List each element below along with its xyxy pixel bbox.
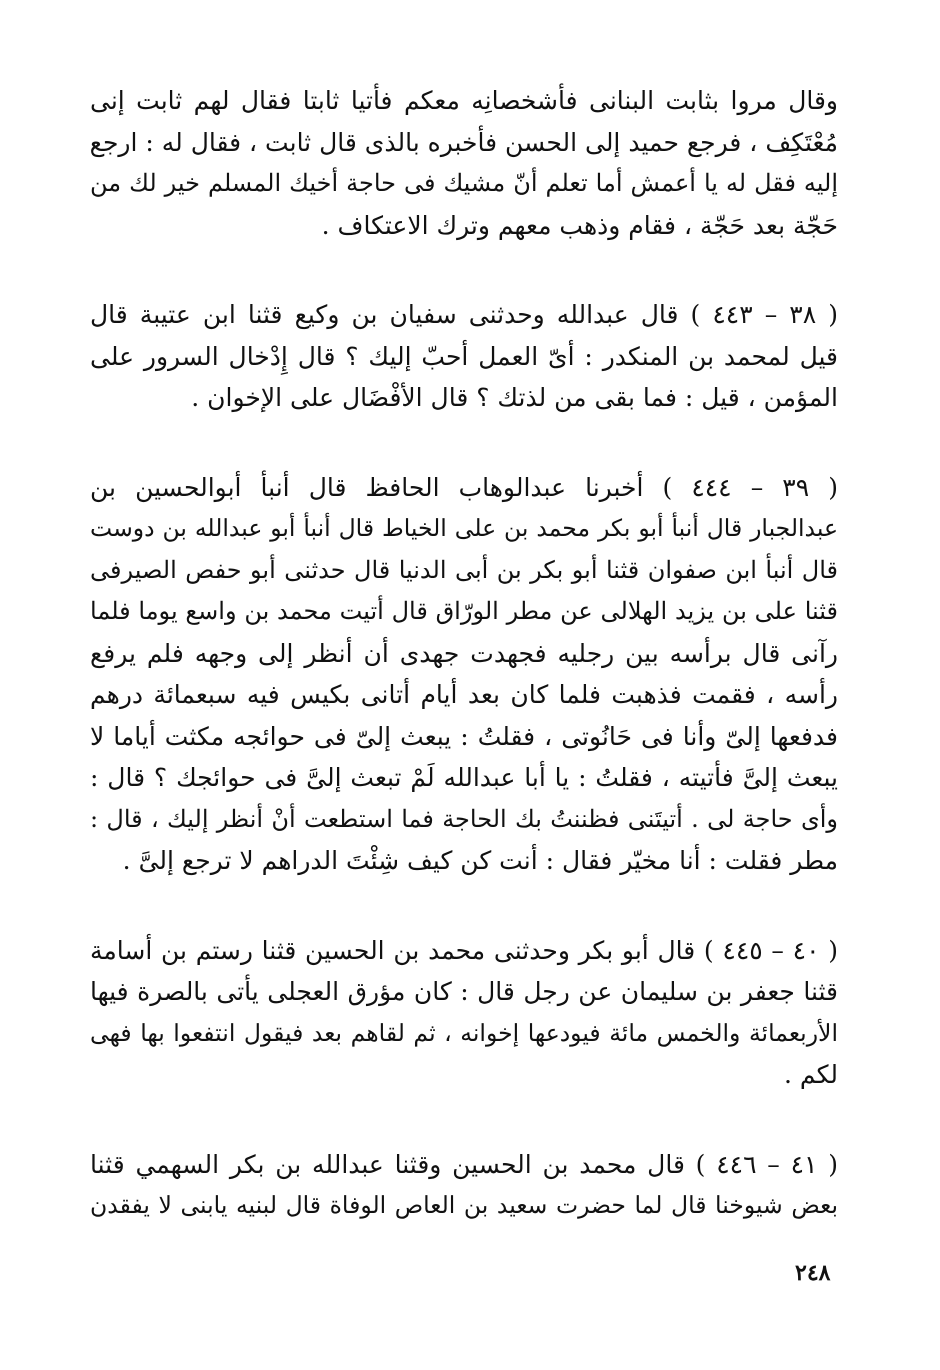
text-line: رآنى قال برأسه بين رجليه فجهدت جهدى أن أنظر إلى وجهه فلم يرفع xyxy=(90,638,838,668)
text-line: وأى حاجة لى . أتيتَنى فظننتُ بك الحاجة فما استطعت أنْ أنظر إليك ، قال : xyxy=(90,804,838,833)
paragraph-gap xyxy=(90,246,838,294)
text-line: فدفعها إلىّ وأنا فى حَانُوتى ، فقلتُ : يبعث إلىّ فى حوائجه مكثت أياما لا xyxy=(90,721,838,751)
text-line: عبدالجبار قال أنبأ أبو بكر محمد بن على الخياط قال أنبأ أبو عبدالله بن دوست xyxy=(90,514,838,542)
text-line: قثنا على بن يزيد الهلالى عن مطر الورّاق قال أتيت محمد بن واسع يوما فلما xyxy=(90,597,838,625)
text-line: رأسه ، فقمت فذهبت فلما كان بعد أيام أتانى بكيس فيه سبعمائة درهم xyxy=(90,680,838,709)
text-line: قثنا جعفر بن سليمان عن رجل قال : كان مؤرق العجلى يأتى بالصرة فيها xyxy=(90,977,838,1006)
page-number: ٢٤٨ xyxy=(795,1260,831,1286)
text-line: إليه فقل له يا أعمش أما تعلم أنّ مشيك فى حاجة أخيك المسلم خير لك من xyxy=(90,169,838,197)
text-line: مُعْتَكِف ، فرجع حميد إلى الحسن فأخبره بالذى قال ثابت ، فقال له : ارجع xyxy=(89,127,838,157)
paragraph-continuation xyxy=(90,80,838,246)
book-page xyxy=(90,80,838,1227)
paragraph-gap xyxy=(90,882,838,930)
text-line: بعض شيوخنا قال لما حضرت سعيد بن العاص الوفاة قال لبنيه يابنى لا يفقدن xyxy=(90,1191,838,1219)
paragraph-444 xyxy=(90,467,838,882)
text-line: ( ٤٠ – ٤٤٥ ) قال أبو بكر وحدثنى محمد بن الحسين قثنا رستم بن أسامة xyxy=(90,935,838,965)
text-line: يبعث إلىَّ فأتيته ، فقلتُ : يا أبا عبدالله لَمْ تبعث إلىَّ فى حوائجك ؟ قال : xyxy=(90,763,838,792)
paragraph-gap xyxy=(90,419,838,467)
text-line: الأربعمائة والخمس مائة فيودعها إخوانه ، ثم لقاهم بعد فيقول انتفعوا بها فهى xyxy=(90,1018,838,1047)
paragraph-443 xyxy=(90,294,838,419)
text-line: قيل لمحمد بن المنكدر : أىّ العمل أحبّ إليك ؟ قال إِدْخال السرور على xyxy=(90,341,838,371)
text-line: حَجّة بعد حَجّة ، فقام وذهب معهم وترك الاعتكاف . xyxy=(321,210,838,240)
text-line: ( ٣٩ – ٤٤٤ ) أخبرنا عبدالوهاب الحافظ قال أنبأ أبوالحسين بن xyxy=(90,472,838,502)
text-line: مطر فقلت : أنا مخيّر فقال : أنت كن كيف شِئْتَ الدراهم لا ترجع إلىَّ . xyxy=(122,846,838,875)
text-line: ( ٤١ – ٤٤٦ ) قال محمد بن الحسين وقثنا عبدالله بن بكر السهمي قثنا xyxy=(90,1149,838,1179)
paragraph-gap xyxy=(90,1096,838,1144)
paragraph-446 xyxy=(90,1144,838,1227)
text-line: قال أنبأ ابن صفوان قثنا أبو بكر بن أبى الدنيا قال حدثنى أبو حفص الصيرفى xyxy=(90,555,838,584)
text-line: وقال مروا بثابت البنانى فأشخصانِه معكم فأتيا ثابتا فقال لهم ثابت إنى xyxy=(90,86,838,115)
text-line: المؤمن ، قيل : فما بقى من لذتك ؟ قال الأفْضَال على الإخوان . xyxy=(191,383,838,412)
text-line: ( ٣٨ – ٤٤٣ ) قال عبدالله وحدثنى سفيان بن وكيع قثنا ابن عتيبة قال xyxy=(90,300,838,329)
text-line: لكم . xyxy=(784,1060,838,1089)
paragraph-445 xyxy=(90,930,838,1096)
